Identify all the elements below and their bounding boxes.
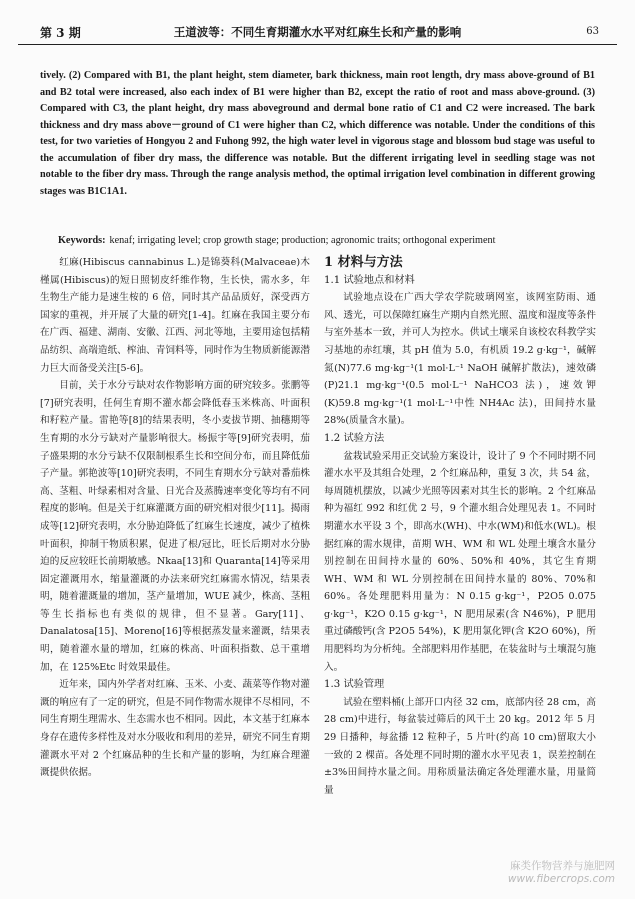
keywords-text: kenaf; irrigating level; crop growth stage; production; agronomic traits; orthogonal experiment [109, 235, 496, 246]
subsection-title-1-1: 1.1 试验地点和材料 [324, 274, 415, 286]
intro-paragraph-1: 红麻(Hibiscus cannabinus L.)是锦葵科(Malvaceae)木槿属(Hibiscus)的短日照韧皮纤维作物，生长快，需水多，年生物生产能力是速生桉的 6 倍，同时其产品品质好，深受西方国家的重视，并开展了大量的研究[1-4]。红麻在我国主要分布在广西、福建、湖南、安徽、江西、河北等地，主要用途包括精品纺织、高端造纸、榨油、青饲料等，同时作为生物质新能源潜力巨大而备受关注[5-6]。 [40, 257, 310, 374]
english-abstract: tively. (2) Compared with B1, the plant height, stem diameter, bark thickness, main root length, dry mass above-ground of B1 and B2 total were increased, also each index of B1 were higher than B2, except the ratio of root and mass above-ground. (3) Compared with C3, the plant height, dry mass aboveground and dermal bone ratio of C1 and C2 were increased. The bark thickness and dry mass above－ground of C1 were higher than C2, which difference was notable. Under the conditions of this test, for two varieties of Hongyou 2 and Fuhong 992, the high water level in vigorous stage and blossom bud stage was useful to the accumulation of fiber dry mass, the difference was notable. But the different irrigating level in seedling stage was not notable to the fiber dry mass. Through the range analysis method, the optimal irrigation level combination in different growing stages was B1C1A1. [40, 70, 595, 197]
paragraph-1-2: 盆栽试验采用正交试验方案设计，设计了 9 个不同时期不同灌水水平及其组合处理，2 个红麻品种，重复 3 次，共 54 盆，每周随机摆放，以减少光照等因素对其生长的影响。2 个红麻品种为福红 992 和红优 2 号，9 个灌水组合处理见表 1。不同时期灌水水平设 3 个，即高水(WH)、中水(WM)和低水(WL)。根据红麻的需水规律，苗期 WH、WM 和 WL 处理土壤含水量分别控制在田间持水量的 60%、50%和 40%，其它生育期 WH、WM 和 WL 分别控制在田间持水量的 80%、70%和 60%。各处理肥料用量为：N 0.15 g·kg⁻¹，P2O5 0.075 g·kg⁻¹，K2O 0.15 g·kg⁻¹，N 肥用尿素(含 N46%)，P 肥用重过磷酸钙(含 P2O5 54%)，K 肥用氯化钾(含 K2O 60%)，所用肥料均为分析纯。全部肥料用作基肥，在装盆时与土壤混匀施入。 [324, 450, 596, 673]
section-title-materials-methods: 1 材料与方法 [324, 255, 403, 270]
left-column [40, 254, 310, 782]
running-title: 王道波等：不同生育期灌水水平对红麻生长和产量的影响 [173, 25, 462, 39]
intro-paragraph-2: 目前，关于水分亏缺对农作物影响方面的研究较多。张鹏等[7]研究表明，任何生育期不灌水都会降低春玉米株高、叶面积和籽粒产量。雷艳等[8]的结果表明，冬小麦拔节期、抽穗期等生育期的水分亏缺对产量影响很大。杨振宇等[9]研究表明，茄子盛果期的水分亏缺不仅限制根系生长和空间分布，而且降低茄子产量。郭艳波等[10]研究表明，不同生育期水分亏缺对番茄株高、茎粗、叶绿素相对含量、日光合及蒸腾速率变化等均有不同程度的影响。但是关于红麻灌溉方面的研究相对很少[11]。揭雨成等[12]研究表明，水分胁迫降低了红麻生长速度，减少了植株叶面积，抑制干物质积累，促进了根/冠比，旺长后期对水分胁迫的反应较旺长前期敏感。Nkaa[13]和 Quaranta[14]等采用固定灌溉用水，缩量灌溉的办法来研究红麻需水情况，结果表明，随着灌溉量的增加，茎产量增加，WUE 减少，株高、茎粗等生长指标也有类似的规律，但不显著。Gary[11]、Danalatosa[15]、Moreno[16]等根据蒸发量来灌溉，结果表明，随着灌水量的增加，红麻的株高、叶面积指数、总干重增加，在 125%Etc 时效果最佳。 [40, 380, 310, 673]
issue-number: 第 3 期 [40, 26, 81, 40]
subsection-title-1-2: 1.2 试验方法 [324, 432, 385, 444]
site-watermark [485, 858, 615, 885]
watermark-url: www.fibercrops.com [507, 873, 615, 885]
watermark-site-name: 麻类作物营养与施肥网 [510, 860, 615, 872]
right-column [324, 254, 596, 799]
intro-paragraph-3: 近年来，国内外学者对红麻、玉米、小麦、蔬菜等作物对灌溉的响应有了一定的研究，但是不同作物需水规律不尽相同，不同生育期生理需水、生态需水也不相同。因此，本文基于红麻本身存在遗传多样性及对水分吸收和利用的差异，研究不同生育期灌溉水平对 2 个红麻品种的生长和产量的影响，为红麻合理灌溉提供依据。 [40, 679, 310, 779]
paragraph-1-1: 试验地点设在广西大学农学院玻璃网室，该网室防雨、通风、透光，可以保障红麻生产期内自然光照、温度和湿度等条件与室外基本一致，并可人为控水。供试土壤采自该校农科教学实习基地的赤红壤，其 pH 值为 5.0，有机质 19.2 g·kg⁻¹，碱解氮(N)77.6 mg·kg⁻¹(1 mol·L⁻¹ NaOH 碱解扩散法)，速效磷(P)21.1 mg·kg⁻¹(0.5 mol·L⁻¹ NaHCO3 法)，速效钾(K)59.8 mg·kg⁻¹(1 mol·L⁻¹中性 NH4Ac 法)，田间持水量 28%(质量含水量)。 [324, 292, 596, 427]
page-number: 63 [586, 26, 599, 37]
keywords-label: Keywords: [58, 235, 106, 246]
keywords [58, 233, 595, 249]
paragraph-1-3: 试验在塑料桶(上部开口内径 32 cm，底部内径 28 cm，高 28 cm)中进行，每盆装过筛后的风干土 20 kg。2012 年 5 月 29 日播种，每盆播 12 粒种子，5 片叶(约高 10 cm)留取大小一致的 2 棵苗。各处理不同时期的灌水水平见表 1，误差控制在 ±3%田间持水量之间。用称质量法确定各处理灌水量，用量简量 [324, 696, 596, 796]
subsection-title-1-3: 1.3 试验管理 [324, 679, 385, 691]
page-header [18, 22, 617, 45]
